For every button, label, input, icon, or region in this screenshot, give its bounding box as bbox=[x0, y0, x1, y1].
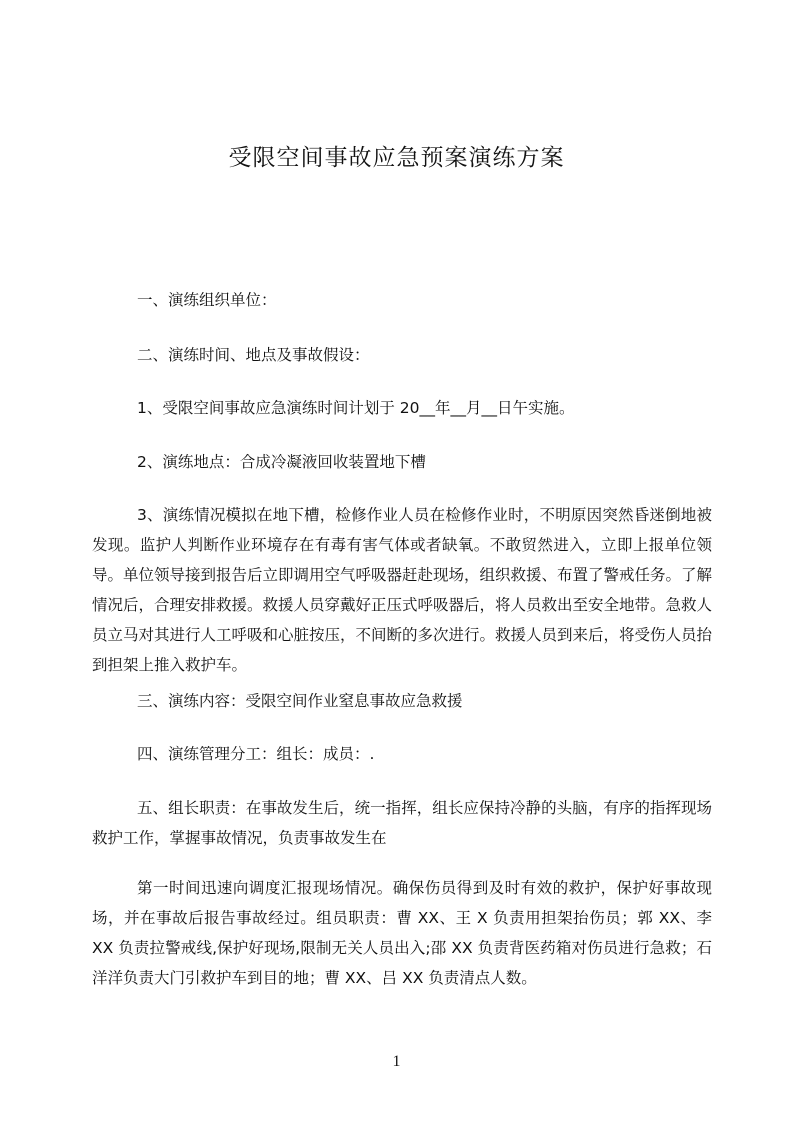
item-drill-time: 1、受限空间事故应急演练时间计划于 20__年__月__日午实施。 bbox=[137, 399, 575, 417]
section-leader-duties: 五、组长职责：在事故发生后，统一指挥，组长应保持冷静的头脑，有序的指挥现场救护工作，掌握事故情况，负责事故发生在 bbox=[92, 799, 712, 847]
paragraph-member-duties: 第一时间迅速向调度汇报现场情况。确保伤员得到及时有效的救护，保护好事故现场，并在事故后报告事故经过。组员职责：曹 XX、王 X 负责用担架抬伤员；郭 XX、李 XX 负责拉警戒线,保护好现场,限制无关人员出入;邵 XX 负责背医药箱对伤员进行急救；石洋洋负责大门引救护车到目的地；曹 XX、吕 XX 负责清点人数。 bbox=[92, 879, 712, 987]
section-drill-content: 三、演练内容：受限空间作业窒息事故应急救援 bbox=[137, 692, 463, 710]
document-title: 受限空间事故应急预案演练方案 bbox=[228, 145, 565, 171]
section-organization: 一、演练组织单位： bbox=[137, 291, 277, 309]
section-division-of-work: 四、演练管理分工：组长：成员：. bbox=[137, 745, 375, 763]
item-drill-scenario: 3、演练情况模拟在地下槽，检修作业人员在检修作业时，不明原因突然昏迷倒地被发现。监护人判断作业环境存在有毒有害气体或者缺氧。不敢贸然进入，立即上报单位领导。单位领导接到报告后立即调用空气呼吸器赶赴现场，组织救援、布置了警戒任务。了解情况后，合理安排救援。救援人员穿戴好正压式呼吸器后，将人员救出至安全地带。急救人员立马对其进行人工呼吸和心脏按压，不间断的多次进行。救援人员到来后，将受伤人员抬到担架上推入救护车。 bbox=[92, 506, 713, 674]
section-time-place: 二、演练时间、地点及事故假设： bbox=[137, 346, 370, 364]
page-number: 1 bbox=[392, 1053, 401, 1070]
item-drill-location: 2、演练地点：合成冷凝液回收装置地下槽 bbox=[137, 453, 426, 471]
